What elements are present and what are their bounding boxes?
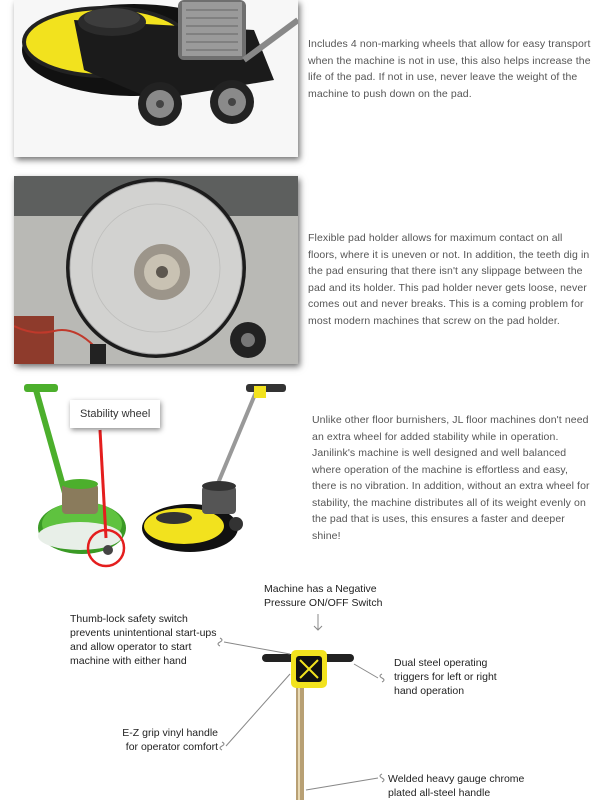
- chrome-handle-label: Welded heavy gauge chrome plated all-steel handle: [388, 773, 525, 799]
- pad-holder-photo: [14, 176, 298, 364]
- dual-triggers-label: Dual steel operating triggers for left or right hand operation: [394, 657, 497, 697]
- stability-wheel-callout: Stability wheel: [70, 400, 160, 428]
- pad-holder-description: Flexible pad holder allows for maximum contact on all floors, where it is uneven or not. In addition, the teeth dig in the pad ensuring that there isn't any slippage between the pad and its holder. This pad holder never gets loose, never comes out and never breaks. This is a coming problem for most modern machines that screw on the pad holder.: [308, 232, 590, 327]
- negative-pressure-label: Machine has a Negative Pressure ON/OFF Switch: [264, 583, 383, 609]
- wheels-photo: [14, 0, 298, 157]
- vinyl-grip-label: E-Z grip vinyl handle for operator comfort: [122, 727, 218, 753]
- section-stability: [0, 378, 600, 578]
- section-wheels: [0, 0, 600, 170]
- stability-description: Unlike other floor burnishers, JL floor machines don't need an extra wheel for added stability while in operation. Janilink's machine is well designed and well balanced where operation of the machine is effortless and easy, there is no vibration. In addition, without an extra wheel for stability, the machine distributes all of its weight evenly on the pad that is uses, this ensures a faster and deeper shine!: [312, 414, 590, 542]
- machine-comparison-illustration: [14, 378, 314, 578]
- section-pad-holder: [0, 176, 600, 376]
- section-handle-diagram: [0, 578, 600, 800]
- jl-machine: [142, 384, 286, 552]
- wheels-description: Includes 4 non-marking wheels that allow for easy transport when the machine is not in use, this also helps increase the life of the pad. If not in use, never leave the weight of the machine to push down on the pad.: [308, 38, 591, 100]
- thumb-lock-label: Thumb-lock safety switch prevents unintentional start-ups and allow operator to start machine with either hand: [70, 613, 217, 667]
